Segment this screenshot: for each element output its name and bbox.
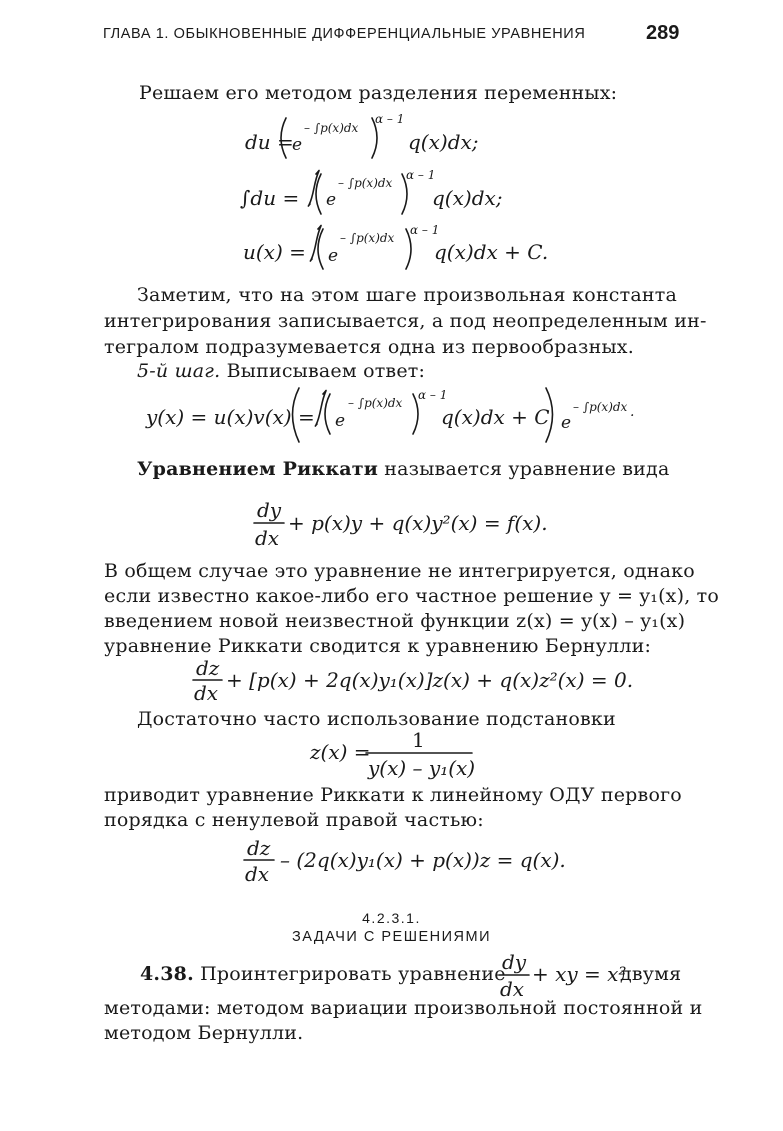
eq7-num: 1 [412, 728, 425, 752]
eq6-num: dz [196, 656, 220, 680]
eq4-integral-sign [315, 391, 326, 427]
para4-line-2: порядка с ненулевой правой частью: [104, 809, 484, 831]
riccati-term: Уравнением Риккати [137, 458, 379, 480]
problem-eq-den: dx [500, 977, 525, 1001]
eq2-integral-sign [308, 171, 319, 207]
eq4-tail-exp: – ∫p(x)dx [573, 400, 628, 414]
eq4-outer-left-paren [293, 388, 300, 442]
step-5-label: 5-й шаг. [137, 360, 221, 382]
para2-line-2: если известно какое-либо его частное решение y = y₁(x), то [104, 585, 720, 607]
eq1-power: α – 1 [375, 112, 405, 126]
eq4-right-paren [413, 394, 418, 434]
paragraph-substitution: Достаточно часто использование подстановки [137, 708, 616, 730]
eq1-base: e [292, 135, 303, 155]
eq1-rest: q(x)dx; [408, 130, 479, 154]
eq8-den: dx [245, 862, 270, 886]
eq3-power: α – 1 [410, 223, 440, 237]
riccati-text: называется уравнение вида [384, 458, 670, 480]
eq1-left-paren [281, 118, 286, 158]
eq2-lhs: ∫du = [240, 186, 300, 210]
eq4-tail-punct: . [630, 404, 635, 420]
section-number: 4.2.3.1. [362, 910, 421, 926]
para1-line-2: интегрирования записывается, а под неопределенным ин- [104, 310, 707, 332]
problem-line-2: методами: методом вариации произвольной постоянной и [104, 997, 703, 1019]
eq6-rest: + [p(x) + 2q(x)y₁(x)]z(x) + q(x)z²(x) = 0. [226, 668, 634, 692]
running-head: ГЛАВА 1. ОБЫКНОВЕННЫЕ ДИФФЕРЕНЦИАЛЬНЫЕ УРАВНЕНИЯ [103, 26, 586, 42]
eq3-exp: – ∫p(x)dx [340, 231, 395, 245]
eq5-den: dx [255, 526, 280, 550]
eq4-base: e [335, 411, 346, 431]
section-title: ЗАДАЧИ С РЕШЕНИЯМИ [291, 929, 492, 945]
eq2-base: e [326, 190, 337, 210]
para1-line-1: Заметим, что на этом шаге произвольная константа [137, 284, 677, 306]
eq3-base: e [328, 246, 339, 266]
problem-text-after: двумя [620, 963, 682, 985]
eq2-right-paren [402, 174, 407, 214]
eq3-right-paren [406, 229, 411, 269]
problem-eq-rest: + xy = x² [532, 962, 627, 986]
eq7-den: y(x) – y₁(x) [368, 756, 476, 780]
para2-line-3: введением новой неизвестной функции z(x) = y(x) – y₁(x) [104, 610, 686, 632]
problem-eq-num: dy [502, 950, 527, 974]
eq8-num: dz [247, 836, 271, 860]
para2-line-1: В общем случае это уравнение не интегрируется, однако [104, 560, 695, 582]
eq4-tail-base: e [561, 413, 572, 433]
eq1-right-paren [372, 118, 377, 158]
eq4-rest: q(x)dx + C [441, 405, 550, 429]
eq2-rest: q(x)dx; [432, 186, 503, 210]
eq3-left-paren [318, 229, 323, 269]
problem-line-3: методом Бернулли. [104, 1022, 304, 1044]
eq3-lhs: u(x) = [243, 240, 306, 264]
para1-line-3: тегралом подразумевается одна из первообразных. [104, 336, 634, 358]
eq4-outer-right-paren [546, 388, 553, 442]
eq4-left-paren [325, 394, 330, 434]
eq2-power: α – 1 [406, 168, 436, 182]
eq6-den: dx [194, 681, 219, 705]
eq2-left-paren [316, 174, 321, 214]
eq4-lhs: y(x) = u(x)v(x) = [146, 405, 315, 429]
eq3-integral-sign [310, 226, 321, 262]
eq7-lhs: z(x) = [310, 740, 371, 764]
eq4-exp: – ∫p(x)dx [348, 396, 403, 410]
intro-line: Решаем его методом разделения переменных: [139, 82, 618, 104]
problem-text-before: Проинтегрировать уравнение [200, 963, 506, 985]
eq5-rest: + p(x)y + q(x)y²(x) = f(x). [288, 511, 548, 535]
page-number: 289 [646, 22, 680, 44]
para2-line-4: уравнение Риккати сводится к уравнению Бернулли: [104, 635, 652, 657]
eq3-rest: q(x)dx + C. [434, 240, 549, 264]
eq8-rest: – (2q(x)y₁(x) + p(x))z = q(x). [280, 848, 566, 872]
eq5-num: dy [257, 498, 282, 522]
step-5-text: Выписываем ответ: [226, 360, 426, 382]
eq2-exp: – ∫p(x)dx [338, 176, 393, 190]
eq1-lhs: du = [245, 130, 294, 154]
problem-number: 4.38. [140, 963, 194, 985]
eq4-power: α – 1 [418, 388, 448, 402]
para4-line-1: приводит уравнение Риккати к линейному ОДУ первого [104, 784, 682, 806]
eq1-exp: – ∫p(x)dx [304, 121, 359, 135]
